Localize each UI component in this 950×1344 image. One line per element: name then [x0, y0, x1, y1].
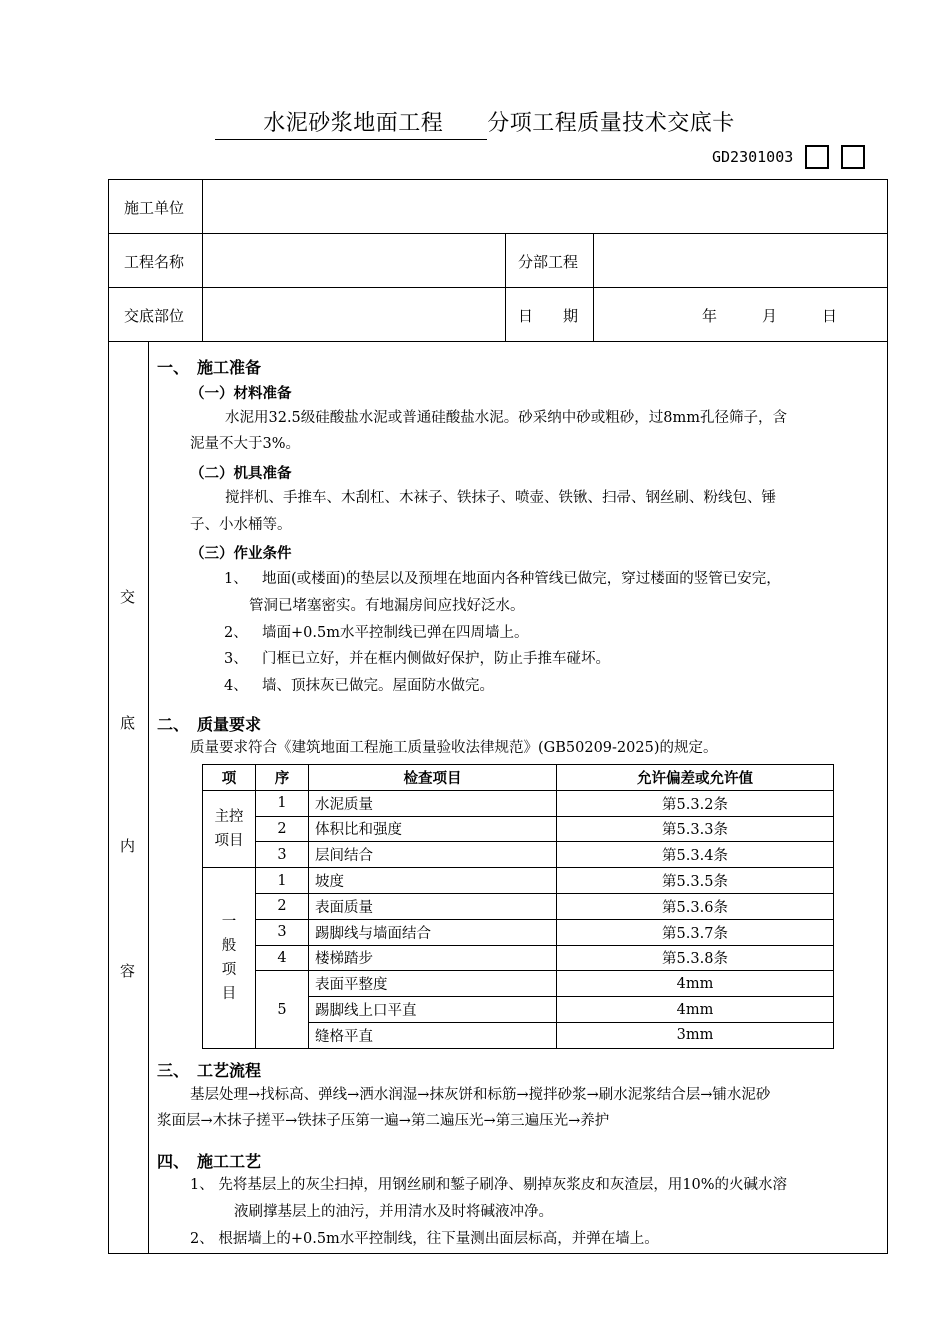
- table-header: 序: [256, 765, 309, 791]
- row-line: [108, 233, 888, 234]
- side-char: 交: [120, 588, 136, 606]
- list-number: 4、: [224, 678, 248, 694]
- row-value: 第5.3.3条: [557, 816, 834, 842]
- row-no: 2: [256, 816, 309, 842]
- checkbox-2[interactable]: [841, 145, 865, 169]
- list-number: 3、: [224, 651, 248, 667]
- table-row: [203, 971, 834, 997]
- group-main: [203, 790, 256, 867]
- table-row: [203, 945, 834, 971]
- doc-code-text: GD2301003: [712, 148, 794, 166]
- section-2-heading: 二、 质量要求: [157, 715, 262, 734]
- row-no: 1: [256, 868, 309, 894]
- section-1-heading: 一、 施工准备: [157, 358, 262, 377]
- list-item: 地面(或楼面)的垫层以及预埋在地面内各种管线已做完，穿过楼面的竖管已安完，: [262, 571, 781, 587]
- list-item: 墙、顶抹灰已做完。屋面防水做完。: [262, 678, 494, 694]
- row-no: 5: [256, 971, 309, 1048]
- table-row: [203, 919, 834, 945]
- section-4-heading: 四、 施工工艺: [157, 1152, 262, 1171]
- checkbox-1[interactable]: [805, 145, 829, 169]
- table-header: 检查项目: [309, 765, 557, 791]
- table-row: [203, 842, 834, 868]
- paragraph: 液刷撑基层上的油污，并用清水及时将碱液冲净。: [234, 1204, 553, 1220]
- group-main-label: 主控项目: [214, 808, 244, 849]
- row-item: 踢脚线与墙面结合: [309, 919, 557, 945]
- table-row: [203, 790, 834, 816]
- list-item: 管洞已堵塞密实。有地漏房间应找好泛水。: [249, 598, 525, 614]
- paragraph: 浆面层→木抹子搓平→铁抹子压第一遍→第二遍压光→第三遍压光→养护: [157, 1113, 610, 1129]
- title-suffix: 分项工程质量技术交底卡: [487, 111, 735, 136]
- row-item: 坡度: [309, 868, 557, 894]
- list-item: 门框已立好，并在框内侧做好保护，防止手推车碰坏。: [262, 651, 610, 667]
- subsection-conditions: （三）作业条件: [190, 546, 292, 562]
- row-value: 第5.3.6条: [557, 893, 834, 919]
- paragraph: 子、小水桶等。: [190, 517, 292, 533]
- list-item: 墙面+0.5m水平控制线已弹在四周墙上。: [262, 625, 529, 641]
- row-value: 第5.3.7条: [557, 919, 834, 945]
- project-name: 水泥砂浆地面工程: [215, 106, 487, 140]
- paragraph: 水泥用32.5级硅酸盐水泥或普通硅酸盐水泥。砂采纳中砂或粗砂，过8mm孔径筛子，含: [225, 410, 788, 426]
- row-line: [108, 341, 888, 342]
- table-row: [203, 893, 834, 919]
- row-item: 楼梯踏步: [309, 945, 557, 971]
- row-item: 体积比和强度: [309, 816, 557, 842]
- col-line: [505, 233, 506, 341]
- row-value: 第5.3.8条: [557, 945, 834, 971]
- doc-code: [712, 145, 865, 169]
- row-value: 第5.3.2条: [557, 790, 834, 816]
- paragraph: 1、 先将基层上的灰尘扫掉，用钢丝刷和錾子刷净、剔掉灰浆皮和灰渣层，用10%的火碱水溶: [190, 1177, 788, 1193]
- row-value: 4mm: [557, 971, 834, 997]
- row-no: 1: [256, 790, 309, 816]
- quality-table: [202, 764, 834, 1049]
- table-row: [203, 868, 834, 894]
- side-char: 内: [120, 837, 136, 855]
- row-value: 3mm: [557, 1022, 834, 1048]
- project-label: 工程名称: [124, 253, 185, 271]
- row-no: 2: [256, 893, 309, 919]
- row-no: 3: [256, 919, 309, 945]
- row-item: 表面质量: [309, 893, 557, 919]
- group-general: [203, 868, 256, 1049]
- list-number: 2、: [224, 625, 248, 641]
- unit-label: 施工单位: [124, 199, 185, 217]
- paragraph: 泥量不大于3%。: [190, 436, 301, 452]
- row-value: 第5.3.5条: [557, 868, 834, 894]
- sub-project-label: 分部工程: [518, 253, 579, 271]
- paragraph: 2、 根据墙上的+0.5m水平控制线，往下量测出面层标高，并弹在墙上。: [190, 1231, 659, 1247]
- row-item: 层间结合: [309, 842, 557, 868]
- date-label: 日 期: [518, 307, 579, 325]
- subsection-tools: （二）机具准备: [190, 466, 292, 482]
- paragraph: 搅拌机、手推车、木刮杠、木袜子、铁抹子、喷壶、铁锹、扫帚、钢丝刷、粉线包、锤: [225, 490, 776, 506]
- paragraph: 基层处理→找标高、弹线→洒水润湿→抹灰饼和标筋→搅拌砂浆→刷水泥浆结合层→铺水泥砂: [190, 1087, 771, 1103]
- row-item: 表面平整度: [309, 971, 557, 997]
- table-row: [203, 816, 834, 842]
- side-char: 底: [120, 714, 136, 732]
- group-general-label: 一般项目: [221, 913, 237, 1002]
- date-value: 年 月 日: [702, 307, 838, 325]
- row-line: [108, 287, 888, 288]
- row-no: 4: [256, 945, 309, 971]
- side-char: 容: [120, 962, 136, 980]
- page-title: [0, 106, 950, 140]
- row-value: 4mm: [557, 997, 834, 1023]
- row-no: 3: [256, 842, 309, 868]
- row-item: 缝格平直: [309, 1022, 557, 1048]
- row-value: 第5.3.4条: [557, 842, 834, 868]
- col-line: [593, 233, 594, 341]
- table-header-row: [203, 765, 834, 791]
- row-item: 踢脚线上口平直: [309, 997, 557, 1023]
- table-header: 项: [203, 765, 256, 791]
- col-line: [202, 179, 203, 341]
- paragraph: 质量要求符合《建筑地面工程施工质量验收法律规范》(GB50209-2025)的规定。: [190, 740, 718, 756]
- part-label: 交底部位: [124, 307, 185, 325]
- col-line: [148, 341, 149, 1254]
- row-item: 水泥质量: [309, 790, 557, 816]
- table-header: 允许偏差或允许值: [557, 765, 834, 791]
- list-number: 1、: [224, 571, 248, 587]
- section-3-heading: 三、 工艺流程: [157, 1061, 262, 1080]
- subsection-materials: （一）材料准备: [190, 386, 292, 402]
